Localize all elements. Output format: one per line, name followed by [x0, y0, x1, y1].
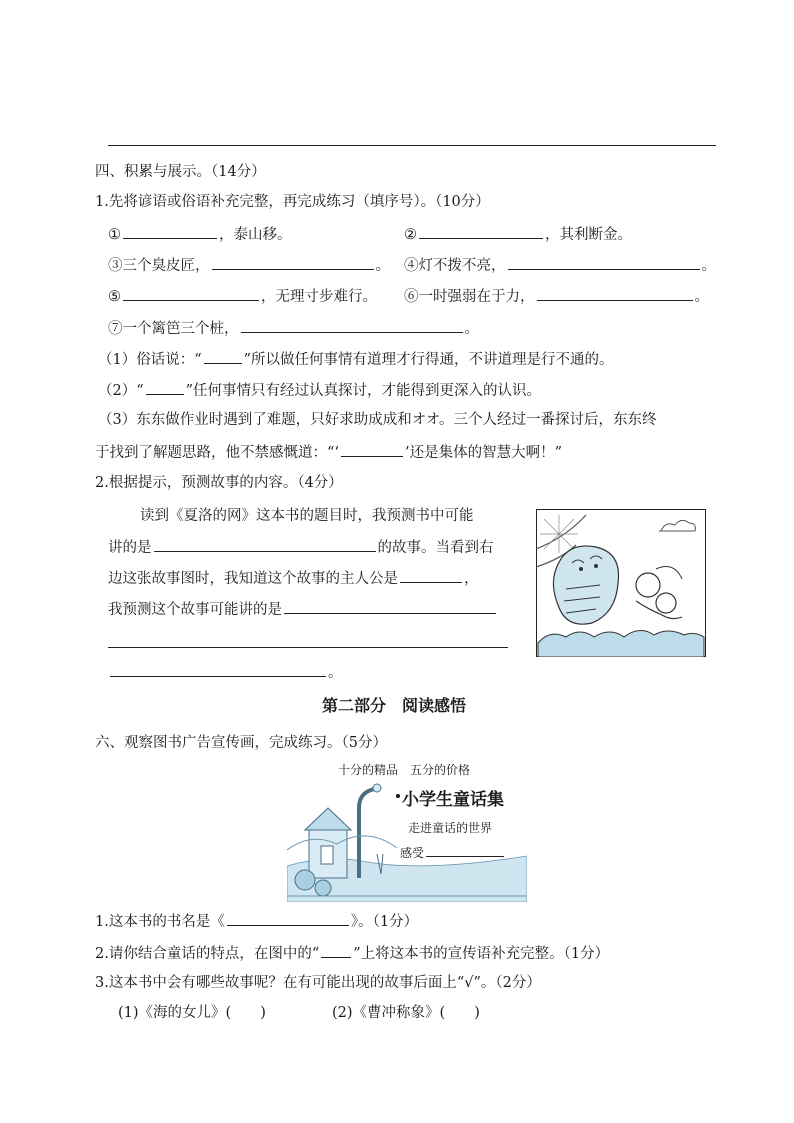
sub-question-3-line2: 于找到了解题思路，他不禁感慨道：“‘ ’还是集体的智慧大啊！”	[95, 441, 562, 463]
blank-sub3[interactable]	[341, 441, 403, 457]
blank-4[interactable]	[508, 254, 700, 270]
blank-sub2[interactable]	[146, 379, 184, 395]
blank-quote[interactable]	[321, 942, 351, 958]
part2-title: 第二部分 阅读感悟	[322, 696, 467, 715]
proverb-3: ③三个臭皮匠， 。	[108, 254, 390, 276]
proverb-4: ④灯不拨不亮， 。	[404, 254, 716, 276]
blank-6[interactable]	[537, 285, 693, 301]
proverb-1: ① ，泰山移。	[108, 223, 292, 245]
q1-title: 1.先将谚语或俗语补充完整，再完成练习（填序号）。（10分）	[95, 194, 490, 210]
ad-slogan-top: 十分的精品 五分的价格	[338, 763, 471, 777]
q2-title: 2.根据提示，预测故事的内容。（4分）	[95, 475, 343, 491]
blank-5[interactable]	[123, 285, 259, 301]
sub-question-3-line1: （3）东东做作业时遇到了难题，只好求助成成和オオ。三个人经过一番探讨后，东东终	[98, 412, 657, 428]
proverb-5: ⑤ ，无理寸步难行。	[108, 285, 377, 307]
blank-7[interactable]	[241, 317, 463, 333]
prediction-answer-line-2	[108, 647, 508, 648]
proverb-6: ⑥一时强弱在于力， 。	[404, 285, 709, 307]
blank-story-about[interactable]	[154, 536, 376, 552]
section6-title: 六、观察图书广告宣传画，完成练习。（5分）	[95, 735, 387, 751]
top-answer-line	[108, 145, 716, 146]
q2-line3: 边这张故事图时，我知道这个故事的主人公是 ，	[108, 567, 479, 589]
s6-q3-option-2[interactable]: (2)《曹冲称象》( )	[332, 1005, 480, 1021]
ad-feeling-line: 感受	[400, 843, 506, 863]
ad-subtitle: 走进童话的世界	[408, 821, 493, 835]
blank-prediction[interactable]	[284, 598, 496, 614]
blank-2[interactable]	[419, 223, 543, 239]
sub-question-2: （2）“ ”任何事情只有经过认真探讨，才能得到更深入的认识。	[98, 379, 541, 401]
blank-3[interactable]	[212, 254, 374, 270]
q2-line4: 我预测这个故事可能讲的是	[108, 598, 498, 620]
s6-q3-option-1[interactable]: (1)《海的女儿》( )	[118, 1005, 266, 1021]
ad-book-title: 小学生童话集	[402, 790, 504, 810]
q2-line1: 读到《夏洛的网》这本书的题目时，我预测书中可能	[140, 508, 474, 524]
sub-question-1: （1）俗话说：“ ”所以做任何事情有道理才行得通，不讲道理是行不通的。	[98, 348, 614, 370]
proverb-7: ⑦一个篱笆三个桩， 。	[108, 317, 479, 339]
blank-prediction-end[interactable]	[110, 661, 326, 677]
q2-line2: 讲的是 的故事。当看到右	[108, 536, 494, 558]
blank-ad-slogan[interactable]	[426, 844, 504, 857]
s6-q1: 1.这本书的书名是《 》。（1分）	[95, 910, 418, 932]
blank-1[interactable]	[123, 223, 217, 239]
proverb-2: ② ，其利断金。	[404, 223, 632, 245]
blank-protagonist[interactable]	[400, 567, 462, 583]
story-illustration	[536, 509, 706, 657]
s6-q2: 2.请你结合童话的特点，在图中的“ ”上将这本书的宣传语补充完整。（1分）	[95, 942, 609, 964]
blank-sub1[interactable]	[204, 348, 242, 364]
ad-title-dot	[396, 794, 400, 798]
blank-book-name[interactable]	[227, 910, 349, 926]
s6-q3: 3.这本书中会有哪些故事呢？在有可能出现的故事后面上“√”。（2分）	[95, 975, 541, 991]
section4-title: 四、积累与展示。（14分）	[95, 164, 266, 180]
q2-line6: 。	[108, 661, 343, 683]
